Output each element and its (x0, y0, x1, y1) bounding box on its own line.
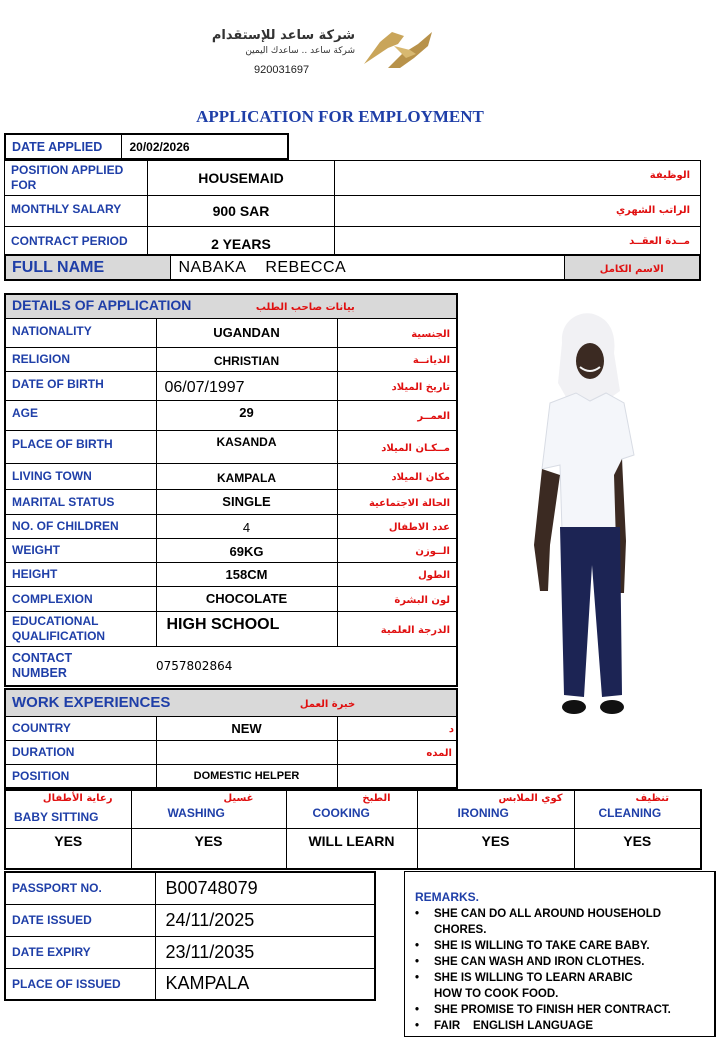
full-name-table (4, 254, 701, 281)
passport-no-value: B00748079 (155, 872, 375, 904)
position-applied-arabic: الوظيفة (649, 170, 690, 181)
children-value: 4 (156, 514, 337, 538)
page-title: APPLICATION FOR EMPLOYMENT (196, 107, 484, 126)
complexion-label: COMPLEXION (12, 591, 93, 606)
position-value: DOMESTIC HELPER (156, 764, 337, 788)
date-of-birth-value: 06/07/1997 (156, 371, 337, 400)
details-header: DETAILS OF APPLICATION (12, 297, 192, 314)
ironing-value: YES (417, 828, 574, 869)
table-row (5, 514, 457, 538)
list-item: • SHE CAN DO ALL AROUND HOUSEHOLD CHORES. (415, 906, 706, 938)
marital-status-label: MARITAL STATUS (12, 494, 115, 509)
company-phone: 920031697 (254, 64, 310, 76)
monthly-salary-value: 900 SAR (148, 196, 335, 227)
work-header-arabic: خبرة العمل (299, 698, 356, 710)
nationality-value: UGANDAN (156, 318, 337, 347)
remark-4: SHE IS WILLING TO LEARN ARABIC HOW TO COOK FOOD. (434, 972, 633, 1000)
position-applied-value: HOUSEMAID (148, 161, 335, 196)
date-applied-table (4, 133, 289, 160)
table-row (5, 463, 457, 489)
date-applied-label: DATE APPLIED (12, 139, 103, 154)
weight-arabic: الــوزن (415, 546, 450, 557)
weight-label: WEIGHT (12, 543, 60, 557)
position-label: POSITION (12, 768, 70, 783)
baby-sitting-value: YES (5, 828, 131, 869)
religion-value: CHRISTIAN (156, 347, 337, 371)
religion-label: RELIGION (12, 352, 71, 366)
baby-sitting-arabic: رعاية الأطفال (42, 793, 113, 804)
marital-status-arabic: الحالة الاجتماعية (368, 497, 450, 509)
list-item: • SHE PROMISE TO FINISH HER CONTRACT. (415, 1004, 671, 1016)
full-name-arabic: الاسم الكامل (599, 263, 664, 275)
remark-1: SHE CAN DO ALL AROUND HOUSEHOLD CHORES. (434, 908, 662, 936)
table-row (5, 562, 457, 586)
work-table (4, 688, 458, 789)
education-value: HIGH SCHOOL (156, 611, 337, 646)
age-arabic: العمــر (417, 411, 450, 422)
position-arabic (337, 764, 457, 788)
cooking-arabic: الطبخ (362, 793, 391, 804)
washing-value: YES (131, 828, 286, 869)
marital-status-value: SINGLE (156, 489, 337, 514)
cooking-value: WILL LEARN (286, 828, 417, 869)
contract-period-value: 2 YEARS (148, 227, 335, 256)
company-name-arabic: شركة ساعد للإستقدام (211, 28, 355, 43)
country-label: COUNTRY (12, 721, 71, 735)
candidate-photo (520, 305, 640, 720)
living-town-arabic: مكان الميلاد (391, 472, 450, 483)
contact-number-value: 0757802864 (156, 646, 457, 686)
details-table (4, 293, 458, 687)
date-issued-label: DATE ISSUED (12, 913, 92, 927)
children-label: NO. OF CHILDREN (12, 519, 119, 533)
monthly-salary-label: MONTHLY SALARY (11, 202, 122, 216)
height-arabic: الطول (418, 570, 450, 581)
table-row (5, 872, 375, 904)
company-slogan-arabic: شركة ساعد .. ساعدك اليمين (245, 46, 355, 56)
full-name-label: FULL NAME (12, 258, 105, 276)
nationality-label: NATIONALITY (12, 323, 92, 338)
company-logo (200, 24, 440, 84)
date-of-birth-arabic: تاريخ الميلاد (391, 381, 450, 393)
contact-number-label: CONTACT NUMBER (12, 650, 73, 680)
remark-3: SHE CAN WASH AND IRON CLOTHES. (434, 956, 645, 968)
date-expiry-value: 23/11/2035 (155, 936, 375, 968)
age-value: 29 (156, 400, 337, 430)
height-label: HEIGHT (12, 567, 58, 581)
skills-table (4, 789, 702, 870)
position-table (4, 160, 701, 256)
table-row (5, 936, 375, 968)
table-row (5, 968, 375, 1000)
remark-6: FAIR ENGLISH LANGUAGE (434, 1020, 594, 1032)
date-applied-value: 20/02/2026 (129, 139, 190, 154)
remark-2: SHE IS WILLING TO TAKE CARE BABY. (434, 940, 650, 952)
table-row (5, 347, 457, 371)
cleaning-arabic: تنظيف (635, 793, 670, 804)
remarks-box (404, 871, 716, 1037)
place-of-birth-arabic: مــكـان الميلاد (381, 442, 450, 454)
table-row (5, 400, 457, 430)
work-header: WORK EXPERIENCES (12, 693, 171, 711)
handshake-icon (358, 24, 438, 72)
education-arabic: الدرجة العلمية (380, 624, 450, 636)
list-item: • SHE IS WILLING TO LEARN ARABIC HOW TO COOK FOOD. (415, 972, 633, 1000)
table-row (5, 489, 457, 514)
nationality-arabic: الجنسية (411, 328, 450, 340)
ironing-arabic: كوي الملابس (498, 793, 563, 804)
cleaning-label: CLEANING (598, 806, 662, 820)
living-town-value: KAMPALA (156, 463, 337, 489)
washing-label: WASHING (167, 806, 225, 820)
table-row (5, 740, 457, 764)
date-of-birth-label: DATE OF BIRTH (12, 376, 104, 391)
table-row (5, 764, 457, 788)
washing-arabic: غسيل (223, 793, 254, 804)
table-row (5, 586, 457, 611)
duration-arabic: المده (426, 748, 452, 759)
table-row (5, 904, 375, 936)
position-applied-label: POSITION APPLIED FOR (11, 163, 124, 192)
children-arabic: عدد الاطفال (388, 522, 450, 533)
baby-sitting-label: BABY SITTING (14, 810, 99, 824)
place-issued-value: KAMPALA (155, 968, 375, 1000)
cooking-label: COOKING (312, 806, 370, 820)
place-issued-label: PLACE OF ISSUED (12, 976, 121, 991)
date-issued-value: 24/11/2025 (155, 904, 375, 936)
ironing-label: IRONING (457, 806, 509, 820)
place-of-birth-label: PLACE OF BIRTH (12, 436, 113, 451)
religion-arabic: الديانــة (412, 355, 450, 366)
height-value: 158CM (156, 562, 337, 586)
table-row (5, 430, 457, 463)
full-name-value: NABAKA REBECCA (178, 258, 347, 276)
table-row (5, 538, 457, 562)
list-item: • FAIR ENGLISH LANGUAGE (415, 1020, 594, 1032)
monthly-salary-arabic: الراتب الشهري (616, 205, 690, 216)
weight-value: 69KG (156, 538, 337, 562)
contract-period-arabic: مــدة العقــد (629, 236, 690, 247)
list-item: • SHE CAN WASH AND IRON CLOTHES. (415, 956, 645, 968)
passport-table (4, 871, 376, 1001)
contract-period-label: CONTRACT PERIOD (11, 234, 128, 248)
table-row (5, 611, 457, 646)
place-of-birth-value: KASANDA (156, 430, 337, 463)
cleaning-value: YES (574, 828, 701, 869)
duration-label: DURATION (12, 745, 75, 759)
table-row (5, 318, 457, 347)
complexion-arabic: لون البشرة (394, 594, 450, 606)
table-row (5, 646, 457, 686)
age-label: AGE (12, 405, 39, 420)
remark-5: SHE PROMISE TO FINISH HER CONTRACT. (434, 1004, 671, 1016)
details-header-arabic: بيانات صاحب الطلب (255, 302, 355, 314)
table-row (5, 716, 457, 740)
list-item: • SHE IS WILLING TO TAKE CARE BABY. (415, 940, 650, 952)
living-town-label: LIVING TOWN (12, 469, 92, 483)
date-expiry-label: DATE EXPIRY (12, 945, 91, 959)
country-arabic: د (448, 724, 454, 735)
complexion-value: CHOCOLATE (156, 586, 337, 611)
country-value: NEW (156, 716, 337, 740)
remarks-title: REMARKS. (415, 890, 480, 904)
duration-value (156, 740, 337, 764)
passport-no-label: PASSPORT NO. (12, 881, 102, 896)
table-row (5, 371, 457, 400)
education-label: EDUCATIONAL QUALIFICATION (12, 613, 106, 643)
